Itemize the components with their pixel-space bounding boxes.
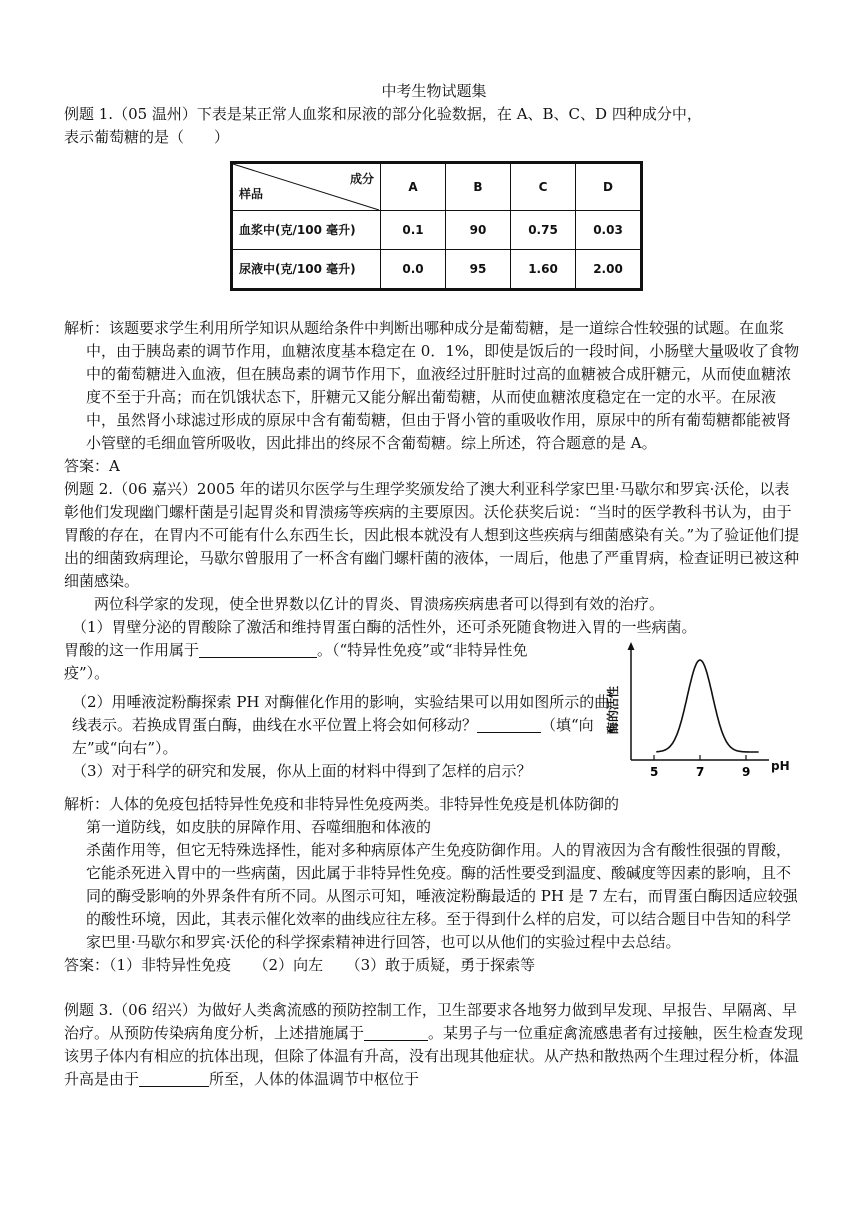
table-cell: 2.00 (576, 250, 642, 290)
answer-blank-1[interactable] (199, 642, 317, 658)
table-row (232, 250, 642, 290)
table-cell: 0.03 (576, 211, 642, 250)
q2-sub2-text-a: （2）用唾液淀粉酶探索 PH 对酶催化作用的影响，实验结果可以用如图所示的曲线表示。若换成胃蛋白酶，曲线在水平位置上将会如何移动？ (72, 693, 610, 734)
q2-sub1-line2 (64, 639, 609, 662)
q1-analysis: 解析：该题要求学生利用所学知识从题给条件中判断出哪种成分是葡萄糖，是一道综合性较强的试题。在血浆中，由于胰岛素的调节作用，血糖浓度基本稳定在 0．1%，即使是饭后的一段时间，小肠壁大量吸收了食物中的葡萄糖进入血液，但在胰岛素的调节作用下，血液经过肝脏时过高的血糖被合成肝糖元，从而使血糖浓度不至于升高；而在饥饿状态下，肝糖元又能分解出葡萄糖，从而使血糖浓度稳定在一定的水平。在尿液中，虽然肾小球滤过形成的原尿中含有葡萄糖，但由于肾小管的重吸收作用，原尿中的所有葡萄糖都能被肾小管壁的毛细血管所吸收，因此排出的终尿不含葡萄糖。综上所述，符合题意的是 A。 (64, 319, 800, 452)
q2-analysis-rest: 杀菌作用等，但它无特殊选择性，能对多种病原体产生免疫防御作用。人的胃液因为含有酸性很强的胃酸，它能杀死进入胃中的一些病菌，因此属于非特异性免疫。酶的活性要受到温度、酸碱度等因素的影响，且不同的酶受影响的外界条件有所不同。从图示可知，唾液淀粉酶最适的 PH 是 7 左右，而胃蛋白酶因适应较强的酸性环境，因此，其表示催化效率的曲线应往左移。至于得到什么样的启发，可以结合题目中告知的科学家巴里·马歇尔和罗宾·沃伦的科学探索精神进行回答，也可以从他们的实验过程中去总结。 (86, 841, 798, 951)
q2-sub3: （3）对于科学的研究和发展，你从上面的材料中得到了怎样的启示？ (72, 762, 532, 780)
q3-text-c: 所至，人体的体温调节中枢位于 (209, 1070, 420, 1088)
document-page (64, 80, 804, 1091)
q2-sub2 (64, 691, 617, 760)
table-cell: 0.75 (511, 211, 576, 250)
q1-table-wrapper (230, 161, 804, 291)
document-title: 中考生物试题集 (381, 82, 487, 100)
q1-answer: 答案：A (64, 457, 120, 475)
graph-y-label: 酶的活性 (606, 685, 620, 735)
row-label: 血浆中(克/100 毫升) (232, 211, 381, 250)
table-header-row (232, 163, 642, 211)
answer-blank-3[interactable] (364, 1025, 428, 1041)
table-diagonal-header (232, 163, 381, 211)
q2-sub1-text-a: 胃酸的这一作用属于 (64, 641, 200, 659)
q1-data-table (230, 161, 643, 291)
table-cell: 95 (446, 250, 511, 290)
x-axis-tick-label: 5 (650, 765, 659, 779)
table-cell: 1.60 (511, 250, 576, 290)
x-axis-tick-label: 9 (742, 765, 751, 779)
graph-x-label: pH (771, 759, 790, 773)
answer-blank-2[interactable] (477, 717, 541, 733)
table-row (232, 211, 642, 250)
activity-curve (656, 660, 758, 752)
table-cell: 90 (446, 211, 511, 250)
q2-analysis-narrow: 解析：人体的免疫包括特异性免疫和非特异性免疫两类。非特异性免疫是机体防御的第一道防线，如皮肤的屏障作用、吞噬细胞和体液的 (64, 795, 620, 836)
column-header: D (576, 163, 642, 211)
table-cell: 0.1 (381, 211, 446, 250)
q2-answer: 答案：（1）非特异性免疫 （2）向左 （3）敢于质疑，勇于探索等 (64, 956, 536, 974)
y-axis-arrow-icon (628, 642, 635, 650)
q3-text (64, 999, 804, 1091)
q2-sub1-text-b: 。（“特异性免疫”或“非特异性免 (317, 641, 528, 659)
row-label: 尿液中(克/100 毫升) (232, 250, 381, 290)
q3-text-a: 例题 3.（06 绍兴）为做好人类禽流感的预防控制工作，卫生部要求各地努力做到早发现、早报告、早隔离、早治疗。从预防传染病角度分析，上述措施属于 (64, 1001, 797, 1042)
q1-question-line1: 例题 1.（05 温州）下表是某正常人血浆和尿液的部分化验数据，在 A、B、C、D 四种成分中， (64, 105, 702, 123)
enzyme-activity-graph (606, 642, 799, 792)
x-axis-tick-label: 7 (696, 765, 705, 779)
q1-question-line2: 表示葡萄糖的是（ ） (64, 128, 230, 146)
q3-text-b: 。某男子与一位重症禽流感患者有过接触，医生检查发现该男子体内有相应的抗体出现，但除了体温有升高，没有出现其他症状。从产热和散热两个生理过程分析，体温升高是由于 (64, 1024, 804, 1088)
column-header: A (381, 163, 446, 211)
column-header: C (511, 163, 576, 211)
q2-sub1-line3: 疫”）。 (64, 664, 110, 682)
q2-sub2-text-b: （填“向左”或“向右”）。 (72, 716, 594, 757)
column-header: B (446, 163, 511, 211)
q2-sub1-line1: （1）胃壁分泌的胃酸除了激活和维持胃蛋白酶的活性外，还可杀死随食物进入胃的一些病菌。 (72, 618, 697, 636)
graph-axes (628, 642, 770, 760)
table-cell: 0.0 (381, 250, 446, 290)
answer-blank-4[interactable] (139, 1071, 209, 1087)
q2-subquestions-block (64, 616, 804, 783)
q2-paragraph-2: 两位科学家的发现，使全世界数以亿计的胃炎、胃溃疡疾病患者可以得到有效的治疗。 (94, 595, 665, 613)
header-sample-label: 样品 (239, 187, 264, 201)
header-component-label: 成分 (349, 172, 374, 186)
q2-intro: 例题 2.（06 嘉兴）2005 年的诺贝尔医学与生理学奖颁发给了澳大利亚科学家巴里·马歇尔和罗宾·沃伦，以表彰他们发现幽门螺杆菌是引起胃炎和胃溃疡等疾病的主要原因。沃伦获奖后说：“当时的医学教科书认为，由于胃酸的存在，在胃内不可能有什么东西生长，因此根本就没有人想到这些疾病与细菌感染有关。”为了验证他们提出的细菌致病理论，马歇尔曾服用了一杯含有幽门螺杆菌的液体，一周后，他患了严重胃病，检查证明已被这种细菌感染。 (64, 480, 800, 590)
